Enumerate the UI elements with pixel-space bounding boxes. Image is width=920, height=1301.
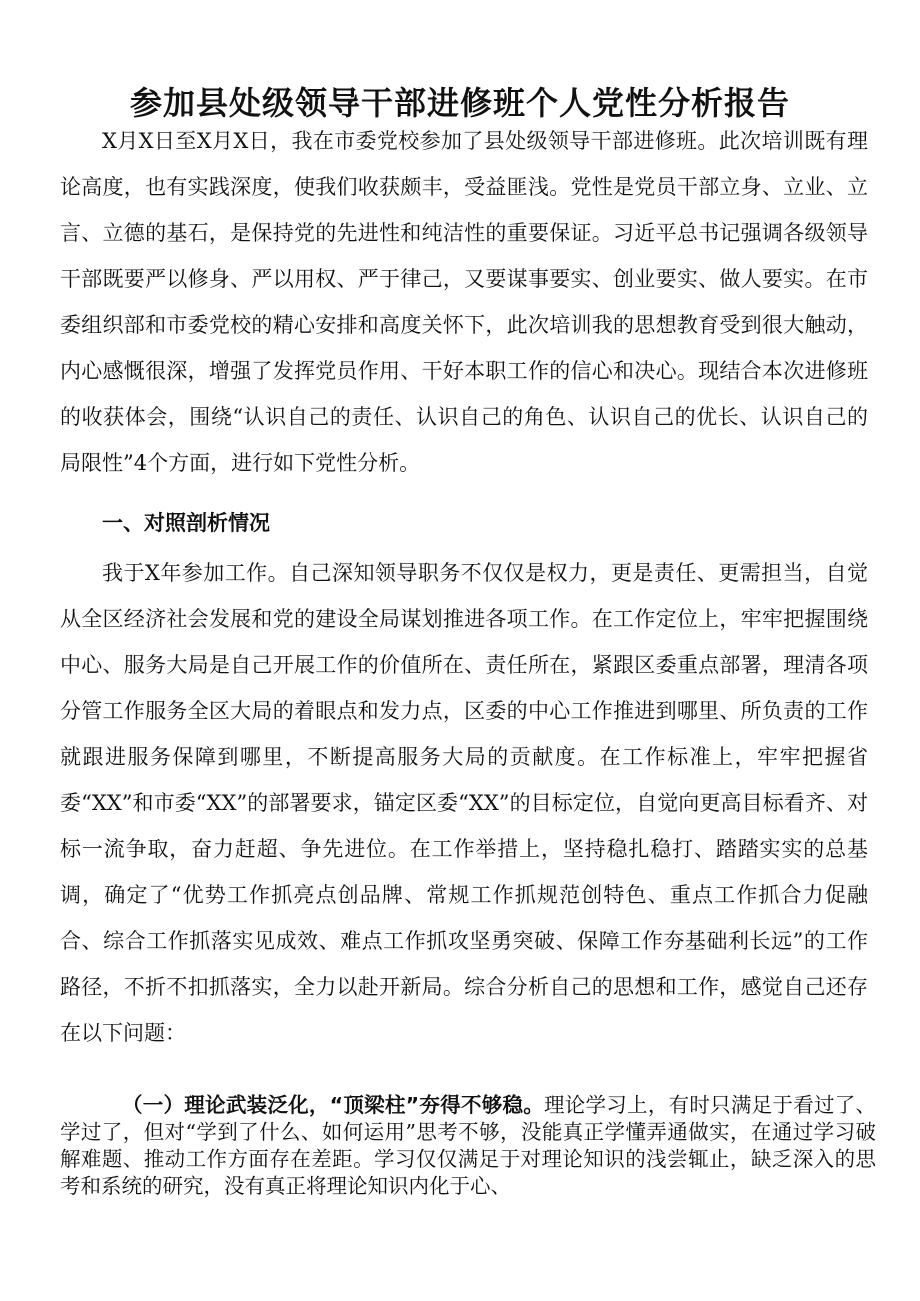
intro-paragraph: X月X日至X月X日，我在市委党校参加了县处级领导干部进修班。此次培训既有理论高度，也有实践深度，使我们收获颇丰，受益匪浅。党性是党员干部立身、立业、立言、立德的基石，是保持党的先进性和纯洁性的重要保证。习近平总书记强调各级领导干部既要严以修身、严以用权、严于律己，又要谋事要实、创业要实、做人要实。在市委组织部和市委党校的精心安排和高度关怀下，此次培训我的思想教育受到很大触动，内心感慨很深，增强了发挥党员作用、干好本职工作的信心和决心。现结合本次进修班的收获体会，围绕“认识自己的责任、认识自己的角色、认识自己的优长、认识自己的局限性”4个方面，进行如下党性分析。	[60, 129, 868, 475]
document-title: 参加县处级领导干部进修班个人党性分析报告	[129, 84, 790, 123]
section-1-paragraph: 我于X年参加工作。自己深知领导职务不仅仅是权力，更是责任、更需担当，自觉从全区经济社会发展和党的建设全局谋划推进各项工作。在工作定位上，牢牢把握围绕中心、服务大局是自己开展工作的价值所在、责任所在，紧跟区委重点部署，理清各项分管工作服务全区大局的着眼点和发力点，区委的中心工作推进到哪里、所负责的工作就跟进服务保障到哪里，不断提高服务大局的贡献度。在工作标准上，牢牢把握省委“XX”和市委“XX”的部署要求，锚定区委“XX”的目标定位，自觉向更高目标看齐、对标一流争取，奋力赶超、争先进位。在工作举措上，坚持稳扎稳打、踏踏实实的总基调，确定了“优势工作抓亮点创品牌、常规工作抓规范创特色、重点工作抓合力促融合、综合工作抓落实见成效、难点工作抓攻坚勇突破、保障工作夯基础利长远”的工作路径，不折不扣抓落实，全力以赴开新局。综合分析自己的思想和工作，感觉自己还存在以下问题：	[60, 561, 868, 1045]
problem-1-paragraph	[60, 1092, 876, 1200]
section-heading-1: 一、对照剖析情况	[102, 511, 270, 535]
problem-1-lead: （一）理论武装泛化，“顶梁柱”夯得不够稳。	[122, 1093, 545, 1117]
problem-1-body: 理论学习上，有时只满足于看过了、学过了，但对“学到了什么、如何运用”思考不够，没能真正学懂弄通做实，在通过学习破解难题、推动工作方面存在差距。学习仅仅满足于对理论知识的浅尝辄止，缺乏深入的思考和系统的研究，没有真正将理论知识内化于心、	[60, 1093, 876, 1198]
